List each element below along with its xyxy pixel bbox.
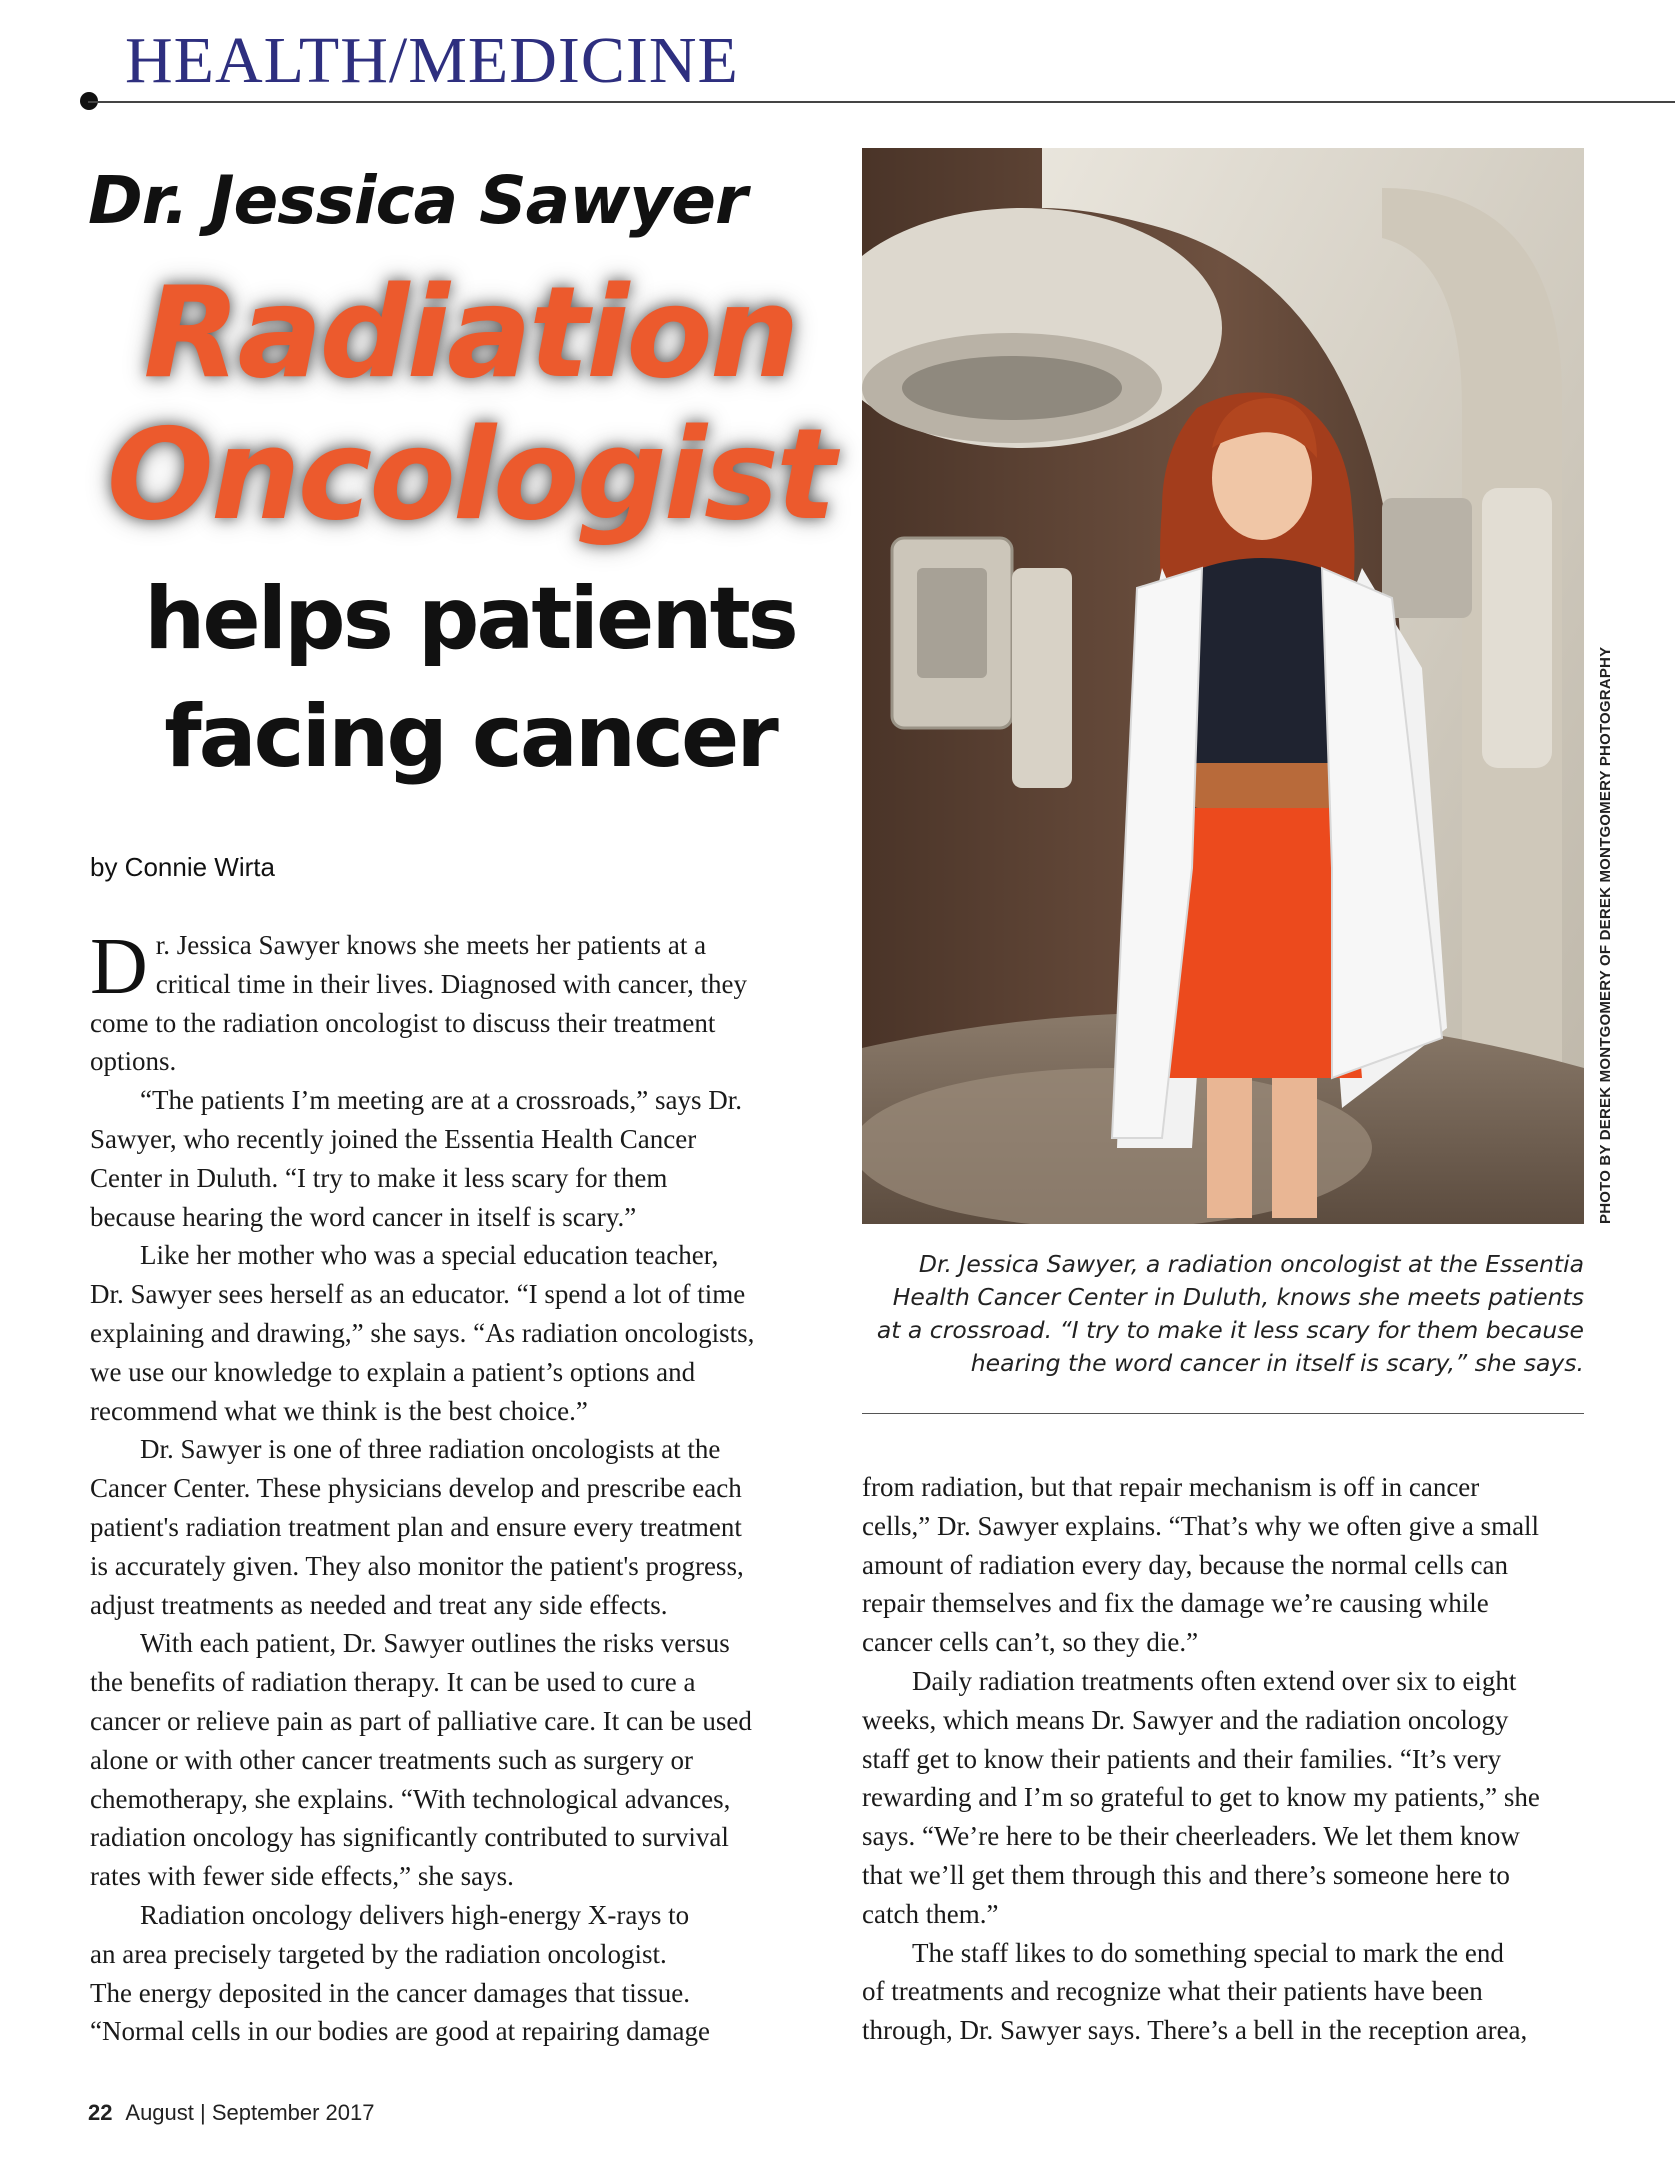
- headline-sub-line1: helps patients: [144, 569, 796, 669]
- page-number: 22: [88, 2100, 113, 2125]
- article-column-right: [862, 1468, 1592, 2050]
- text-line: critical time in their lives. Diagnosed with cancer, they: [155, 968, 747, 999]
- photo-caption: [862, 1248, 1584, 1380]
- text-line: through, Dr. Sawyer says. There’s a bell in the reception area,: [862, 2015, 1528, 2046]
- text-line: Sawyer, who recently joined the Essentia Health Cancer: [90, 1123, 697, 1154]
- text-line: Daily radiation treatments often extend over six to eight: [912, 1665, 1517, 1696]
- text-line: With each patient, Dr. Sawyer outlines the risks versus: [140, 1628, 730, 1659]
- text-line: amount of radiation every day, because the normal cells can: [862, 1549, 1508, 1580]
- text-line: The staff likes to do something special to mark the end: [912, 1937, 1504, 1968]
- paragraph: [90, 1624, 820, 1896]
- text-line: because hearing the word cancer in itself is scary.”: [90, 1201, 637, 1232]
- text-line: cancer or relieve pain as part of palliative care. It can be used: [90, 1705, 752, 1736]
- text-line: “The patients I’m meeting are at a crossroads,” says Dr.: [140, 1085, 743, 1116]
- headline-subtitle: [90, 560, 850, 796]
- text-line: repair themselves and fix the damage we’re causing while: [862, 1588, 1489, 1619]
- text-line: from radiation, but that repair mechanism is off in cancer: [862, 1472, 1480, 1502]
- text-line: “Normal cells in our bodies are good at repairing damage: [90, 2016, 711, 2047]
- paragraph: [862, 1662, 1592, 1934]
- paragraph: [90, 923, 820, 1081]
- text-line: says. “We’re here to be their cheerleaders. We let them know: [862, 1821, 1520, 1852]
- paragraph: [862, 1934, 1592, 2050]
- text-line: Center in Duluth. “I try to make it less scary for them: [90, 1162, 668, 1193]
- text-line: catch them.”: [862, 1898, 999, 1929]
- text-line: chemotherapy, she explains. “With technological advances,: [90, 1783, 731, 1814]
- section-header: HEALTH/MEDICINE: [125, 24, 739, 97]
- text-line: explaining and drawing,” she says. “As radiation oncologists,: [90, 1317, 755, 1348]
- caption-line: hearing the word cancer in itself is scary,” she says.: [970, 1349, 1584, 1377]
- text-line: cells,” Dr. Sawyer explains. “That’s why we often give a small: [862, 1510, 1540, 1541]
- text-line: The energy deposited in the cancer damages that tissue.: [90, 1977, 691, 2008]
- headline-kicker: Dr. Jessica Sawyer: [88, 162, 747, 239]
- issue-date: August | September 2017: [125, 2100, 375, 2125]
- page-footer: [88, 2100, 375, 2126]
- text-line: options.: [90, 1046, 177, 1077]
- paragraph: [90, 1081, 820, 1236]
- drop-cap: D: [90, 923, 148, 1011]
- text-line: an area precisely targeted by the radiation oncologist.: [90, 1938, 667, 1969]
- caption-line: at a crossroad. “I try to make it less scary for them because: [876, 1316, 1584, 1344]
- paragraph: [90, 1896, 820, 2051]
- paragraph: [862, 1468, 1592, 1662]
- article-column-left: [90, 923, 820, 2051]
- text-line: of treatments and recognize what their patients have been: [862, 1976, 1483, 2007]
- photo-illustration: [862, 148, 1584, 1224]
- text-line: weeks, which means Dr. Sawyer and the radiation oncology: [862, 1704, 1509, 1735]
- text-line: adjust treatments as needed and treat any side effects.: [90, 1589, 668, 1620]
- caption-line: Dr. Jessica Sawyer, a radiation oncologist at the Essentia: [918, 1250, 1584, 1278]
- text-line: radiation oncology has significantly contributed to survival: [90, 1822, 729, 1853]
- text-line: Radiation oncology delivers high-energy X-rays to: [140, 1899, 690, 1930]
- paragraph: [90, 1236, 820, 1430]
- text-line: the benefits of radiation therapy. It can be used to cure a: [90, 1667, 696, 1698]
- paragraph: [90, 1430, 820, 1624]
- text-line: is accurately given. They also monitor the patient's progress,: [90, 1550, 744, 1581]
- headline-accent: [90, 259, 850, 548]
- header-rule: [88, 101, 1675, 103]
- headline-accent-line2: Oncologist: [106, 401, 834, 548]
- text-line: Dr. Sawyer sees herself as an educator. “I spend a lot of time: [90, 1279, 746, 1310]
- text-line: rates with fewer side effects,” she says.: [90, 1861, 514, 1892]
- text-line: rewarding and I’m so grateful to get to know my patients,” she: [862, 1782, 1540, 1813]
- text-line: patient's radiation treatment plan and ensure every treatment: [90, 1511, 742, 1542]
- text-line: Dr. Sawyer is one of three radiation oncologists at the: [140, 1434, 721, 1465]
- photo-credit: PHOTO BY DEREK MONTGOMERY OF DEREK MONTGOMERY PHOTOGRAPHY: [1597, 646, 1614, 1224]
- text-line: that we’ll get them through this and there’s someone here to: [862, 1859, 1510, 1890]
- caption-line: Health Cancer Center in Duluth, knows she meets patients: [892, 1283, 1584, 1311]
- text-line: r. Jessica Sawyer knows she meets her patients at a: [155, 930, 707, 960]
- text-line: recommend what we think is the best choice.”: [90, 1395, 588, 1426]
- text-line: staff get to know their patients and their families. “It’s very: [862, 1743, 1502, 1774]
- headline-accent-line1: Radiation: [143, 259, 797, 406]
- byline: by Connie Wirta: [90, 852, 275, 882]
- text-line: cancer cells can’t, so they die.”: [862, 1627, 1199, 1658]
- text-line: we use our knowledge to explain a patient’s options and: [90, 1356, 696, 1387]
- caption-rule: [862, 1413, 1584, 1414]
- text-line: Like her mother who was a special education teacher,: [140, 1240, 719, 1271]
- headline-sub-line2: facing cancer: [164, 687, 776, 787]
- article-photo: [862, 148, 1584, 1224]
- text-line: come to the radiation oncologist to discuss their treatment: [90, 1007, 716, 1038]
- text-line: Cancer Center. These physicians develop and prescribe each: [90, 1473, 742, 1504]
- text-line: alone or with other cancer treatments such as surgery or: [90, 1744, 694, 1775]
